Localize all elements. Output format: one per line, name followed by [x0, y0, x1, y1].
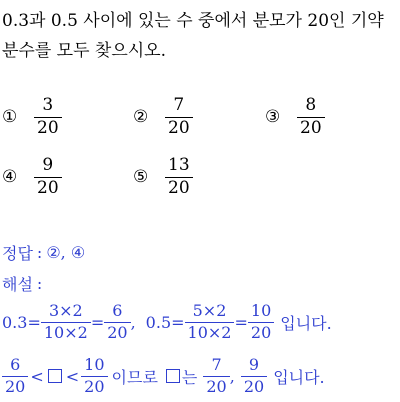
numerator: 10: [84, 355, 105, 374]
decimal-0-3: 0.3: [2, 312, 28, 332]
option-4-denominator: 20: [37, 177, 59, 198]
denominator: 10×2: [187, 322, 232, 342]
blank-box-icon: [166, 369, 180, 383]
option-2-marker: ②: [133, 107, 149, 128]
fraction-9-over-20: [241, 357, 267, 396]
explanation-line-1: [2, 303, 332, 342]
equals-sign: =: [171, 312, 185, 332]
option-2-fraction: [165, 97, 193, 138]
option-1-fraction: [34, 97, 62, 138]
option-5-denominator: 20: [168, 177, 190, 198]
blank-box-icon: [48, 369, 62, 383]
decimal-0-5: 0.5: [145, 312, 172, 332]
answer-line: [2, 241, 85, 264]
fraction-3x2-over-10x2: [41, 303, 91, 342]
explanation-colon: :: [36, 274, 43, 293]
option-2-numerator: 7: [173, 95, 185, 115]
denominator: 20: [107, 322, 128, 342]
option-4[interactable]: [2, 157, 62, 198]
numerator: 7: [211, 355, 222, 374]
denominator: 10×2: [43, 322, 88, 342]
box-suffix: 는: [181, 367, 198, 387]
explanation-label: 해설: [2, 275, 33, 294]
line-1-tail: 입니다.: [280, 313, 332, 333]
numerator: 9: [248, 355, 260, 374]
fraction-6-over-20: [2, 357, 28, 396]
option-1-numerator: 3: [42, 95, 54, 115]
numerator: 3×2: [48, 301, 83, 320]
question-line-2: 분수를 모두 찾으시오.: [2, 41, 167, 61]
answer-value: ②, ④: [46, 243, 86, 262]
comma: ,: [130, 312, 136, 332]
option-5-numerator: 13: [168, 155, 190, 175]
answer-colon: :: [36, 243, 43, 262]
fraction-10-over-20: [81, 357, 107, 396]
numerator: 10: [250, 301, 272, 320]
numerator: 5×2: [192, 301, 227, 320]
denominator: 20: [250, 322, 272, 342]
fraction-5x2-over-10x2: [185, 303, 235, 342]
equals-sign: =: [90, 312, 105, 332]
option-1-marker: ①: [2, 107, 18, 128]
option-3-numerator: 8: [305, 95, 317, 115]
option-1[interactable]: [2, 97, 62, 138]
less-than-sign: <: [65, 366, 80, 386]
fraction-10-over-20: [248, 303, 274, 342]
fraction-7-over-20: [203, 357, 229, 396]
equals-sign: =: [234, 312, 248, 332]
numerator: 6: [112, 301, 123, 320]
equals-sign: =: [27, 312, 41, 332]
answer-label: 정답: [2, 244, 33, 263]
option-3-denominator: 20: [300, 117, 322, 138]
option-3-marker: ③: [265, 107, 281, 128]
option-3-fraction: [297, 97, 325, 138]
option-5-marker: ⑤: [133, 167, 149, 188]
option-2[interactable]: [133, 97, 193, 138]
option-4-marker: ④: [2, 167, 18, 188]
option-1-denominator: 20: [37, 117, 59, 138]
question-line-1: 0.3과 0.5 사이에 있는 수 중에서 분모가 20인 기약: [2, 11, 384, 31]
fraction-6-over-20: [104, 303, 130, 342]
option-5-fraction: [165, 157, 193, 198]
explanation-line-2: [2, 357, 325, 396]
option-2-denominator: 20: [168, 117, 190, 138]
numerator: 6: [10, 355, 21, 374]
denominator: 20: [84, 376, 105, 396]
denominator: 20: [206, 376, 227, 396]
explanation-label-line: [2, 272, 46, 295]
option-4-fraction: [34, 157, 62, 198]
line-2-tail: 입니다.: [273, 367, 325, 387]
option-4-numerator: 9: [42, 155, 54, 175]
comma: ,: [229, 366, 235, 386]
since-text: 이므로: [111, 367, 158, 387]
denominator: 20: [5, 376, 26, 396]
option-3[interactable]: [265, 97, 325, 138]
option-5[interactable]: [133, 157, 193, 198]
less-than-sign: <: [30, 366, 44, 386]
denominator: 20: [243, 376, 265, 396]
